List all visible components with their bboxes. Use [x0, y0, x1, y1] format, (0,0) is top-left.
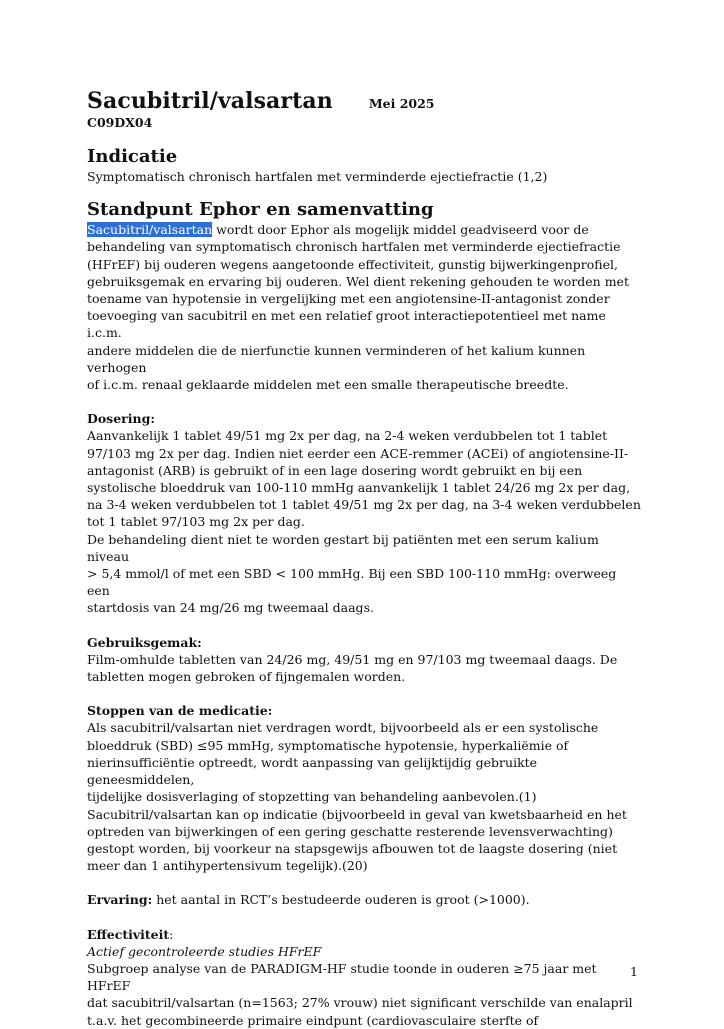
standpunt-paragraph [87, 221, 642, 238]
standpunt-line: (HFrEF) bij ouderen wegens aangetoonde effectiviteit, gunstig bijwerkingenprofiel, [87, 256, 618, 272]
page-number: 1 [630, 964, 638, 979]
document-title: Sacubitril/valsartan [87, 88, 333, 114]
effectiviteit-heading: Effectiviteit [87, 926, 170, 942]
stoppen-line: Als sacubitril/valsartan niet verdragen wordt, bijvoorbeeld als er een systolische [87, 720, 599, 736]
standpunt-line: toename van hypotensie in vergelijking met een angiotensine-II-antagonist zonder [87, 291, 610, 307]
stoppen-line: tijdelijke dosisverlaging of stopzetting van behandeling aanbevolen.(1) [87, 789, 537, 805]
gebruiksgemak-line: Film-omhulde tabletten van 24/26 mg, 49/51 mg en 97/103 mg tweemaal daags. De [87, 651, 618, 667]
stoppen-line: meer dan 1 antihypertensivum tegelijk).(20) [87, 858, 368, 874]
ervaring-heading: Ervaring: [87, 892, 153, 908]
stoppen-line: Sacubitril/valsartan kan op indicatie (bijvoorbeeld in geval van kwetsbaarheid en het [87, 806, 627, 822]
dosering-line: 97/103 mg 2x per dag. Indien niet eerder een ACE-remmer (ACEi) of angiotensine-II- [87, 445, 629, 461]
standpunt-line: of i.c.m. renaal geklaarde middelen met een smalle therapeutische breedte. [87, 377, 569, 393]
effectiviteit-heading-line [87, 926, 642, 943]
spacer [87, 909, 642, 926]
standpunt-line: behandeling van symptomatisch chronisch hartfalen met verminderde ejectiefractie [87, 239, 621, 255]
indicatie-text: Symptomatisch chronisch hartfalen met verminderde ejectiefractie (1,2) [87, 169, 548, 184]
effectiviteit-line: dat sacubitril/valsartan (n=1563; 27% vrouw) niet significant verschilde van enalapril [87, 995, 633, 1011]
dosering-line: startdosis van 24 mg/26 mg tweemaal daags. [87, 600, 374, 616]
atc-code: C09DX04 [87, 115, 153, 130]
dosering-line: tot 1 tablet 97/103 mg 2x per dag. [87, 514, 305, 530]
title-row [87, 88, 642, 114]
dosering-line: Aanvankelijk 1 tablet 49/51 mg 2x per dag, na 2-4 weken verdubbelen tot 1 tablet [87, 428, 608, 444]
effectiviteit-colon: : [169, 926, 174, 942]
stoppen-line: optreden van bijwerkingen of een gering geschatte resterende levensverwachting) [87, 823, 613, 839]
dosering-line: antagonist (ARB) is gebruikt of in een lage dosering wordt gebruikt en bij een [87, 462, 583, 478]
stoppen-line: bloeddruk (SBD) ≤95 mmHg, symptomatische hypotensie, hyperkaliëmie of [87, 737, 569, 753]
dosering-line: systolische bloeddruk van 100-110 mmHg aanvankelijk 1 tablet 24/26 mg 2x per dag, [87, 480, 631, 496]
stoppen-line: nierinsufficiëntie optreedt, wordt aanpassing van gelijktijdig gebruikte geneesmiddelen, [87, 754, 538, 788]
standpunt-heading: Standpunt Ephor en samenvatting [87, 199, 434, 221]
dosering-heading: Dosering: [87, 411, 155, 427]
effectiviteit-line: Subgroep analyse van de PARADIGM-HF studie toonde in ouderen ≥75 jaar met HFrEF [87, 960, 597, 994]
indicatie-heading: Indicatie [87, 146, 178, 167]
standpunt-line: gebruiksgemak en ervaring bij ouderen. Wel dient rekening gehouden te worden met [87, 273, 629, 289]
ervaring-paragraph [87, 891, 642, 908]
gebruiksgemak-line: tabletten mogen gebroken of fijngemalen worden. [87, 669, 406, 685]
stoppen-line: gestopt worden, bij voorkeur na stapsgewijs afbouwen tot de laagste dosering (niet [87, 840, 618, 856]
highlighted-selection[interactable]: Sacubitril/valsartan [87, 222, 213, 238]
spacer [87, 393, 642, 410]
document-date: Mei 2025 [368, 96, 435, 111]
spacer [87, 874, 642, 891]
spacer [87, 617, 642, 634]
effectiviteit-line: t.a.v. het gecombineerde primaire eindpunt (cardiovasculaire sterfte of [87, 1012, 539, 1028]
dosering-line: De behandeling dient niet te worden gestart bij patiënten met een serum kalium niveau [87, 531, 599, 564]
stoppen-heading: Stoppen van de medicatie: [87, 703, 273, 719]
standpunt-line: toevoeging van sacubitril en met een relatief groot interactiepotentieel met name i.c.m. [87, 308, 606, 341]
standpunt-line: wordt door Ephor als mogelijk middel geadviseerd voor de [212, 222, 589, 238]
dosering-line: > 5,4 mmol/l of met een SBD < 100 mmHg. Bij een SBD 100-110 mmHg: overweeg een [87, 566, 617, 599]
gebruiksgemak-heading: Gebruiksgemak: [87, 634, 202, 650]
standpunt-line: andere middelen die de nierfunctie kunnen verminderen of het kalium kunnen verhogen [87, 342, 586, 375]
document-page [87, 88, 642, 1029]
effectiviteit-subheading: Actief gecontroleerde studies HFrEF [87, 943, 322, 959]
spacer [87, 685, 642, 702]
dosering-line: na 3-4 weken verdubbelen tot 1 tablet 49/51 mg 2x per dag, na 3-4 weken verdubbelen [87, 497, 641, 513]
ervaring-text: het aantal in RCT’s bestudeerde ouderen is groot (>1000). [152, 892, 530, 908]
